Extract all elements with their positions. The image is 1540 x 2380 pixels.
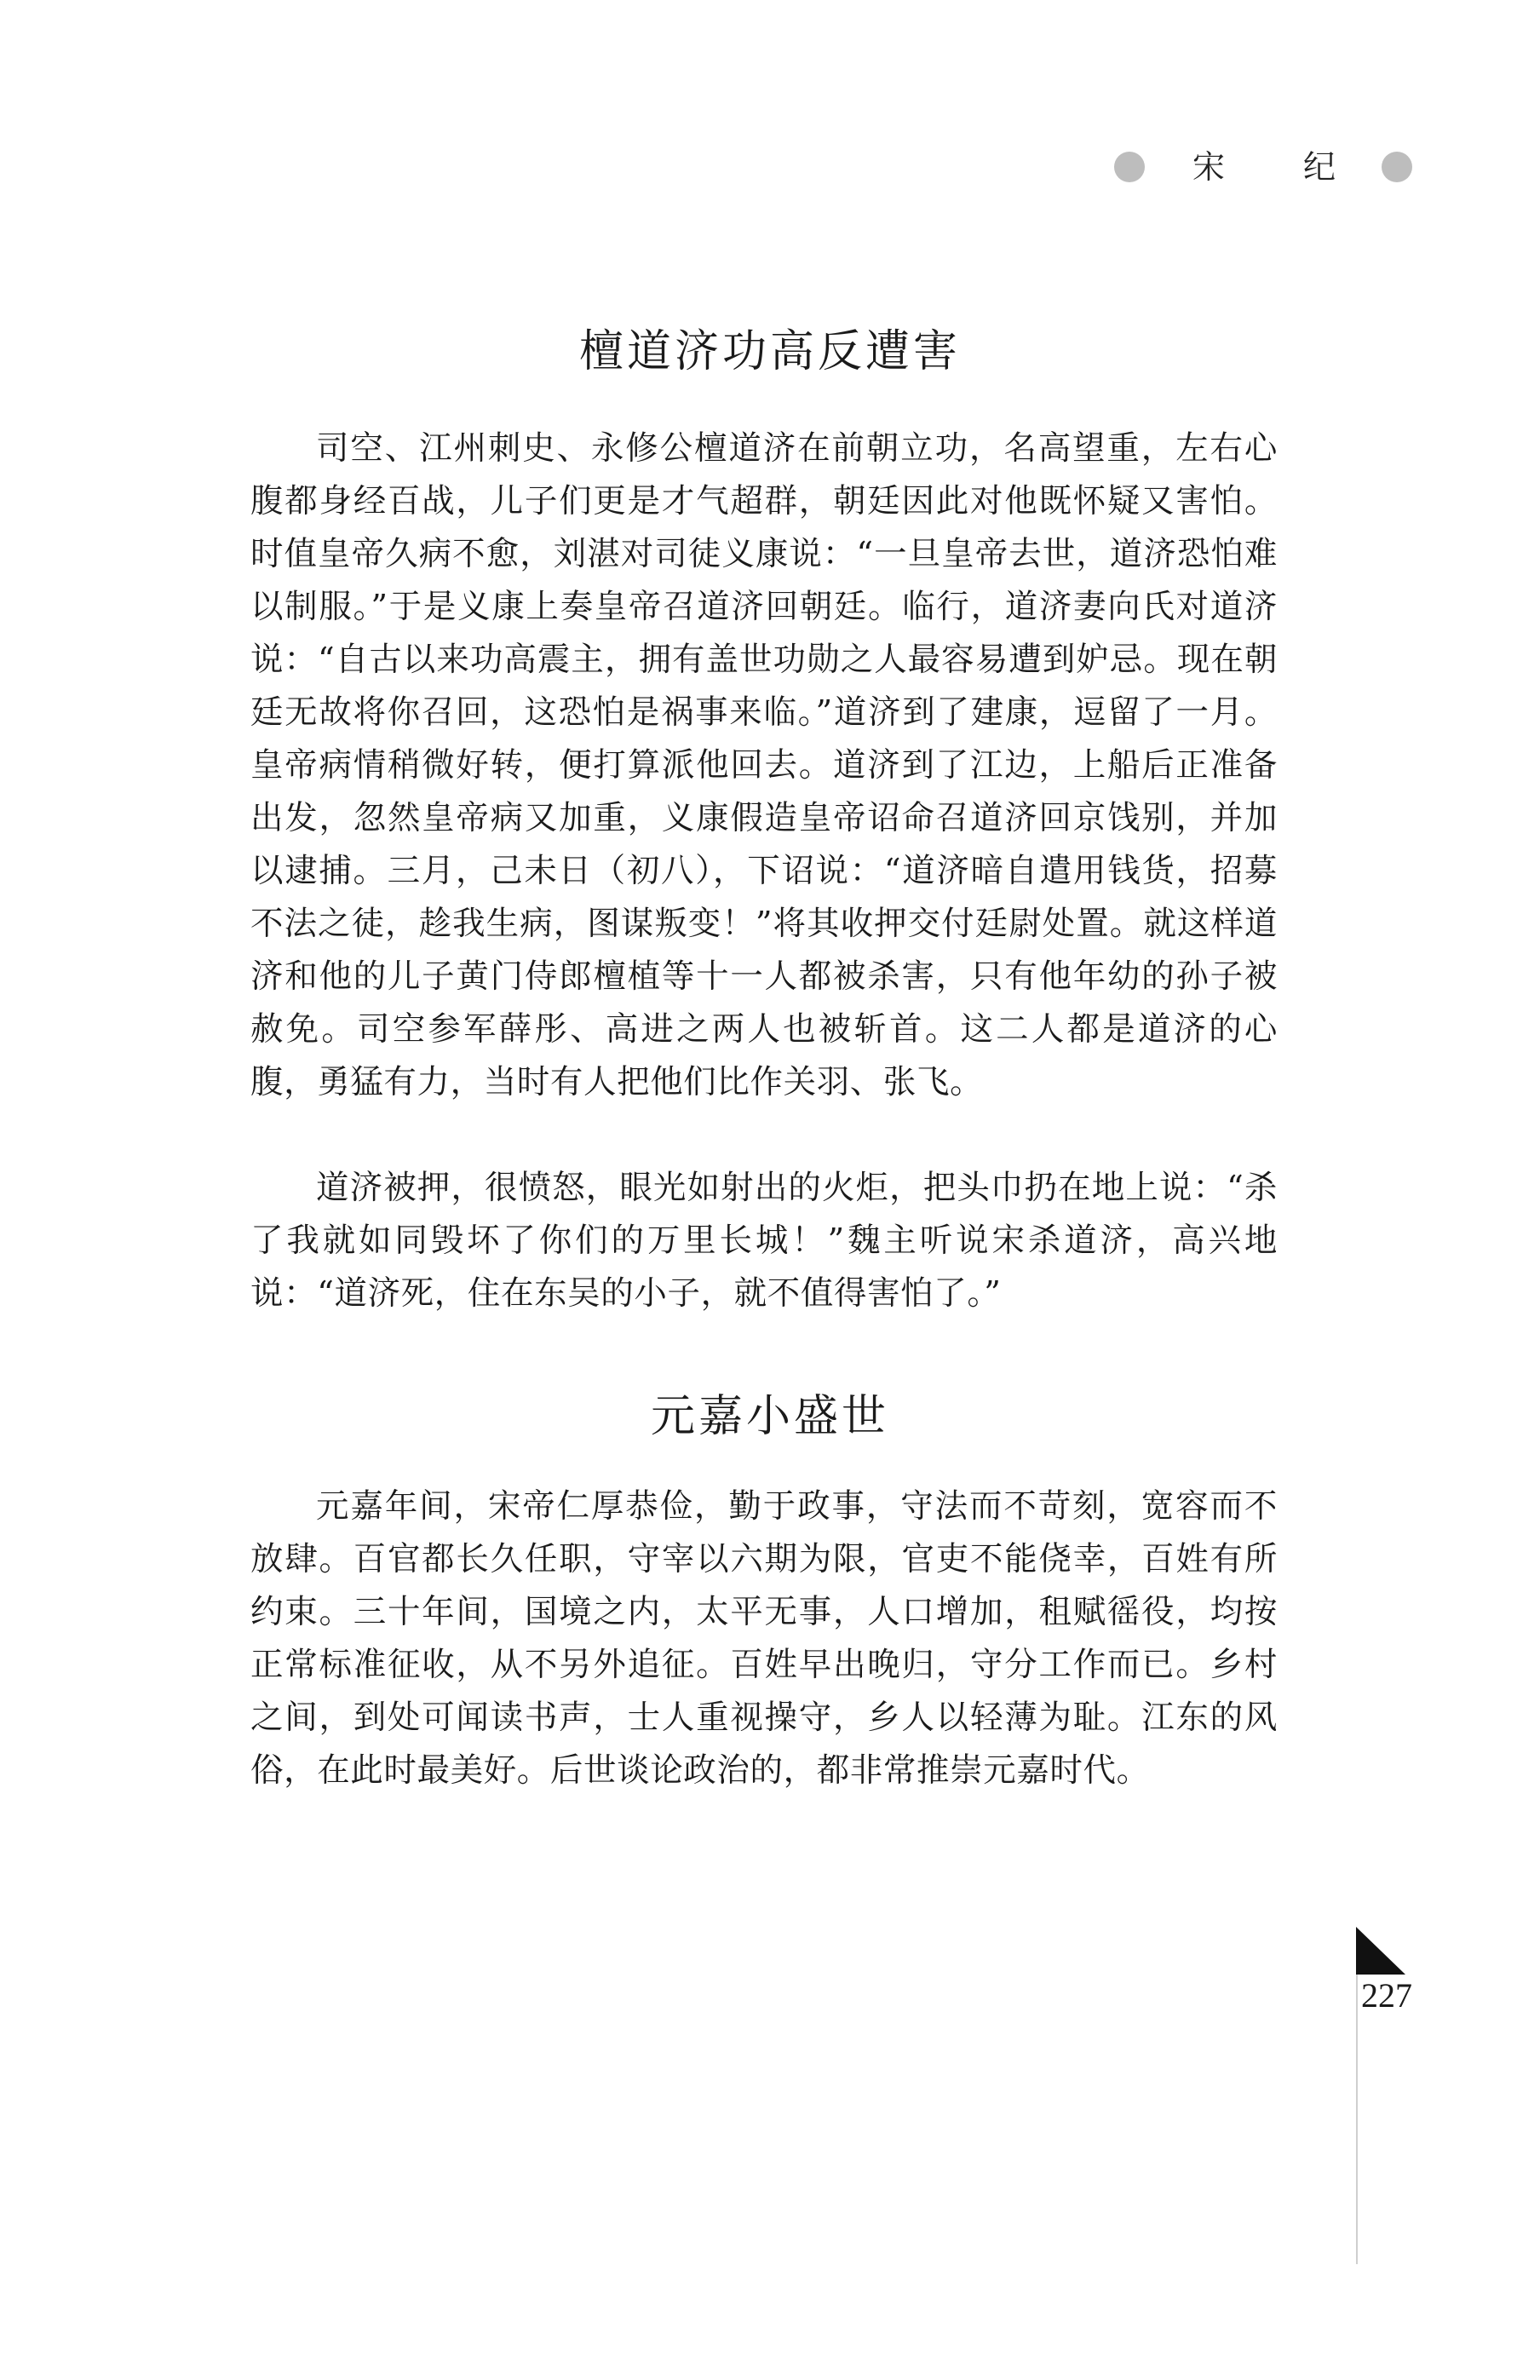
section-title-yuanjia: 元嘉小盛世	[650, 1391, 889, 1442]
paragraph-tan-daoji-1: 司空、江州刺史、永修公檀道济在前朝立功，名高望重，左右心腹都身经百战，儿子们更是才气超群，朝廷因此对他既怀疑又害怕。时值皇帝久病不愈，刘湛对司徒义康说：“一旦皇帝去世，道济恐怕难以制服。”于是义康上奏皇帝召道济回朝廷。临行，道济妻向氏对道济说：“自古以来功高震主，拥有盖世功勋之人最容易遭到妒忌。现在朝廷无故将你召回，这恐怕是祸事来临。”道济到了建康，逗留了一月。皇帝病情稍微好转，便打算派他回去。道济到了江边，上船后正准备出发，忽然皇帝病又加重，义康假造皇帝诏命召道济回京饯别，并加以逮捕。三月，己未日（初八），下诏说：“道济暗自遣用钱货，招募不法之徒，趁我生病，图谋叛变！”将其收押交付廷尉处置。就这样道济和他的儿子黄门侍郎檀植等十一人都被杀害，只有他年幼的孙子被赦免。司空参军薛彤、高进之两人也被斩首。这二人都是道济的心腹，勇猛有力，当时有人把他们比作关羽、张飞。	[250, 429, 1278, 1101]
page-corner-triangle-icon	[1356, 1927, 1405, 1975]
running-title-char-1: 宋	[1192, 148, 1226, 186]
header-left-dot-icon	[1114, 152, 1145, 182]
paragraph-yuanjia-1: 元嘉年间，宋帝仁厚恭俭，勤于政事，守法而不苛刻，宽容而不放肆。百官都长久任职，守宰以六期为限，官吏不能侥幸，百姓有所约束。三十年间，国境之内，太平无事，人口增加，租赋徭役，均按正常标准征收，从不另外追征。百姓早出晚归，守分工作而已。乡村之间，到处可闻读书声，士人重视操守，乡人以轻薄为耻。江东的风俗，在此时最美好。后世谈论政治的，都非常推崇元嘉时代。	[250, 1487, 1278, 1790]
section-title-tan-daoji: 檀道济功高反遭害	[578, 326, 961, 377]
running-header	[1107, 150, 1422, 184]
paragraph-tan-daoji-2: 道济被押，很愤怒，眼光如射出的火炬，把头巾扔在地上说：“杀了我就如同毁坏了你们的万里长城！”魏主听说宋杀道济，高兴地说：“道济死，住在东吴的小子，就不值得害怕了。”	[250, 1169, 1278, 1313]
margin-rule	[1356, 1975, 1358, 2264]
running-title-char-2: 纪	[1303, 148, 1336, 186]
header-right-dot-icon	[1382, 152, 1412, 182]
page-number: 227	[1361, 1976, 1412, 2015]
